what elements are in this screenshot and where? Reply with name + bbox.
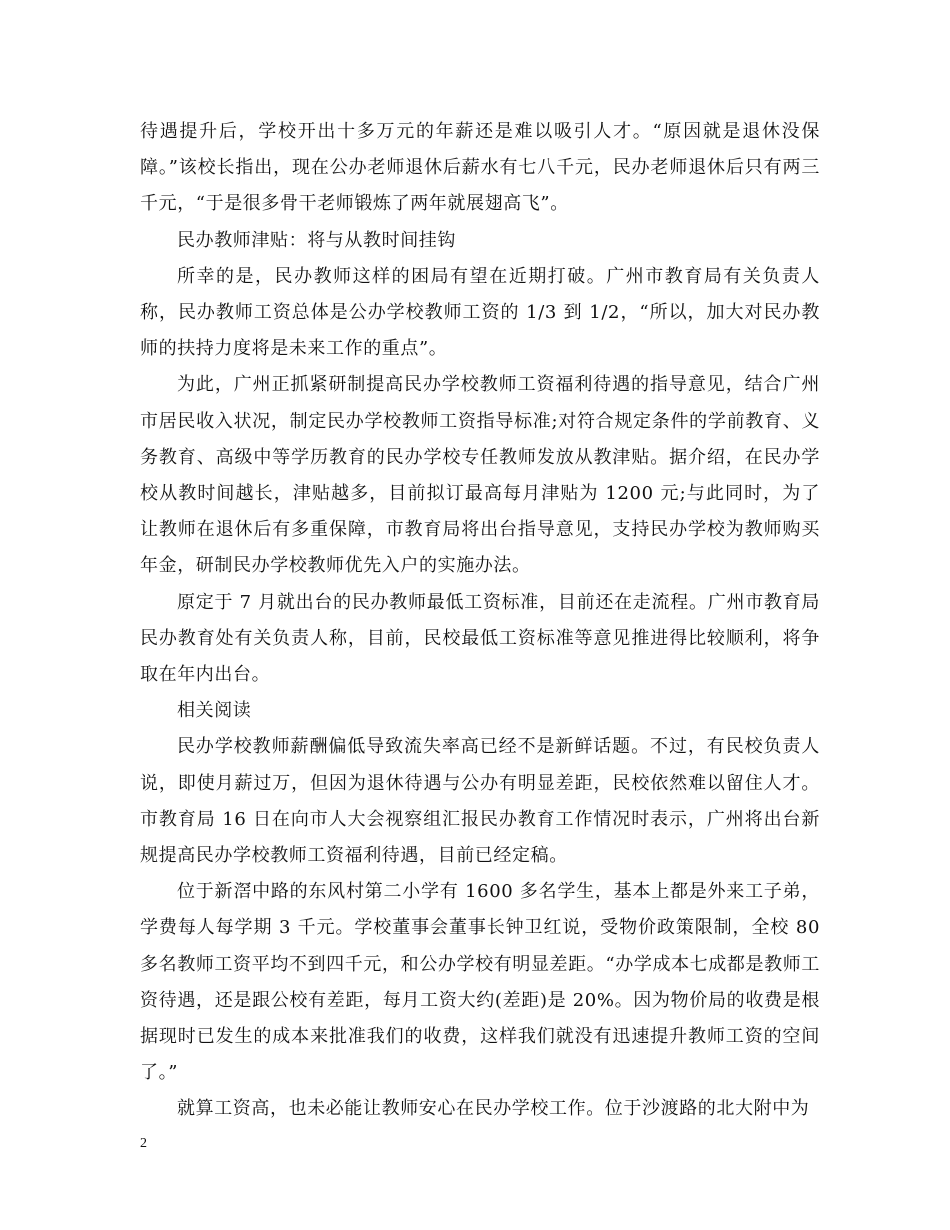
- document-body: [140, 114, 820, 1128]
- paragraph: 位于新滘中路的东风村第二小学有 1600 多名学生，基本上都是外来工子弟，学费每人每学期 3 千元。学校董事会董事长钟卫红说，受物价政策限制，全校 80 多名教师工资平均不到四千元，和公办学校有明显差距。“办学成本七成都是教师工资待遇，还是跟公校有差距，每月工资大约(差距)是 20%。因为物价局的收费是根据现时已发生的成本来批准我们的收费，这样我们就没有迅速提升教师工资的空间了。”: [140, 881, 820, 1084]
- paragraph: 所幸的是，民办教师这样的困局有望在近期打破。广州市教育局有关负责人称，民办教师工资总体是公办学校教师工资的 1/3 到 1/2，“所以，加大对民办教师的扶持力度将是未来工作的重点”。: [140, 265, 820, 360]
- paragraph: 就算工资高，也未必能让教师安心在民办学校工作。位于沙渡路的北大附中为: [177, 1098, 810, 1120]
- section-heading-teacher-allowance: 民办教师津贴：将与从教时间挂钩: [177, 229, 456, 251]
- page-number: 2: [140, 1136, 147, 1151]
- paragraph: 民办学校教师薪酬偏低导致流失率高已经不是新鲜话题。不过，有民校负责人说，即使月薪过万，但因为退休待遇与公办有明显差距，民校依然难以留住人才。市教育局 16 日在向市人大会视察组汇报民办教育工作情况时表示，广州将出台新规提高民办学校教师工资福利待遇，目前已经定稿。: [140, 736, 820, 867]
- paragraph: 为此，广州正抓紧研制提高民办学校教师工资福利待遇的指导意见，结合广州市居民收入状况，制定民办学校教师工资指导标准;对符合规定条件的学前教育、义务教育、高级中等学历教育的民办学校专任教师发放从教津贴。据介绍，在民办学校从教时间越长，津贴越多，目前拟订最高每月津贴为 1200 元;与此同时，为了让教师在退休后有多重保障，市教育局将出台指导意见，支持民办学校为教师购买年金，研制民办学校教师优先入户的实施办法。: [140, 374, 820, 577]
- paragraph-continuation: 待遇提升后，学校开出十多万元的年薪还是难以吸引人才。“原因就是退休没保障。”该校长指出，现在公办老师退休后薪水有七八千元，民办老师退休后只有两三千元，“于是很多骨干老师锻炼了两年就展翅高飞”。: [140, 121, 820, 215]
- paragraph: 原定于 7 月就出台的民办教师最低工资标准，目前还在走流程。广州市教育局民办教育处有关负责人称，目前，民校最低工资标准等意见推进得比较顺利，将争取在年内出台。: [140, 591, 820, 686]
- section-heading-related-reading: 相关阅读: [177, 700, 252, 722]
